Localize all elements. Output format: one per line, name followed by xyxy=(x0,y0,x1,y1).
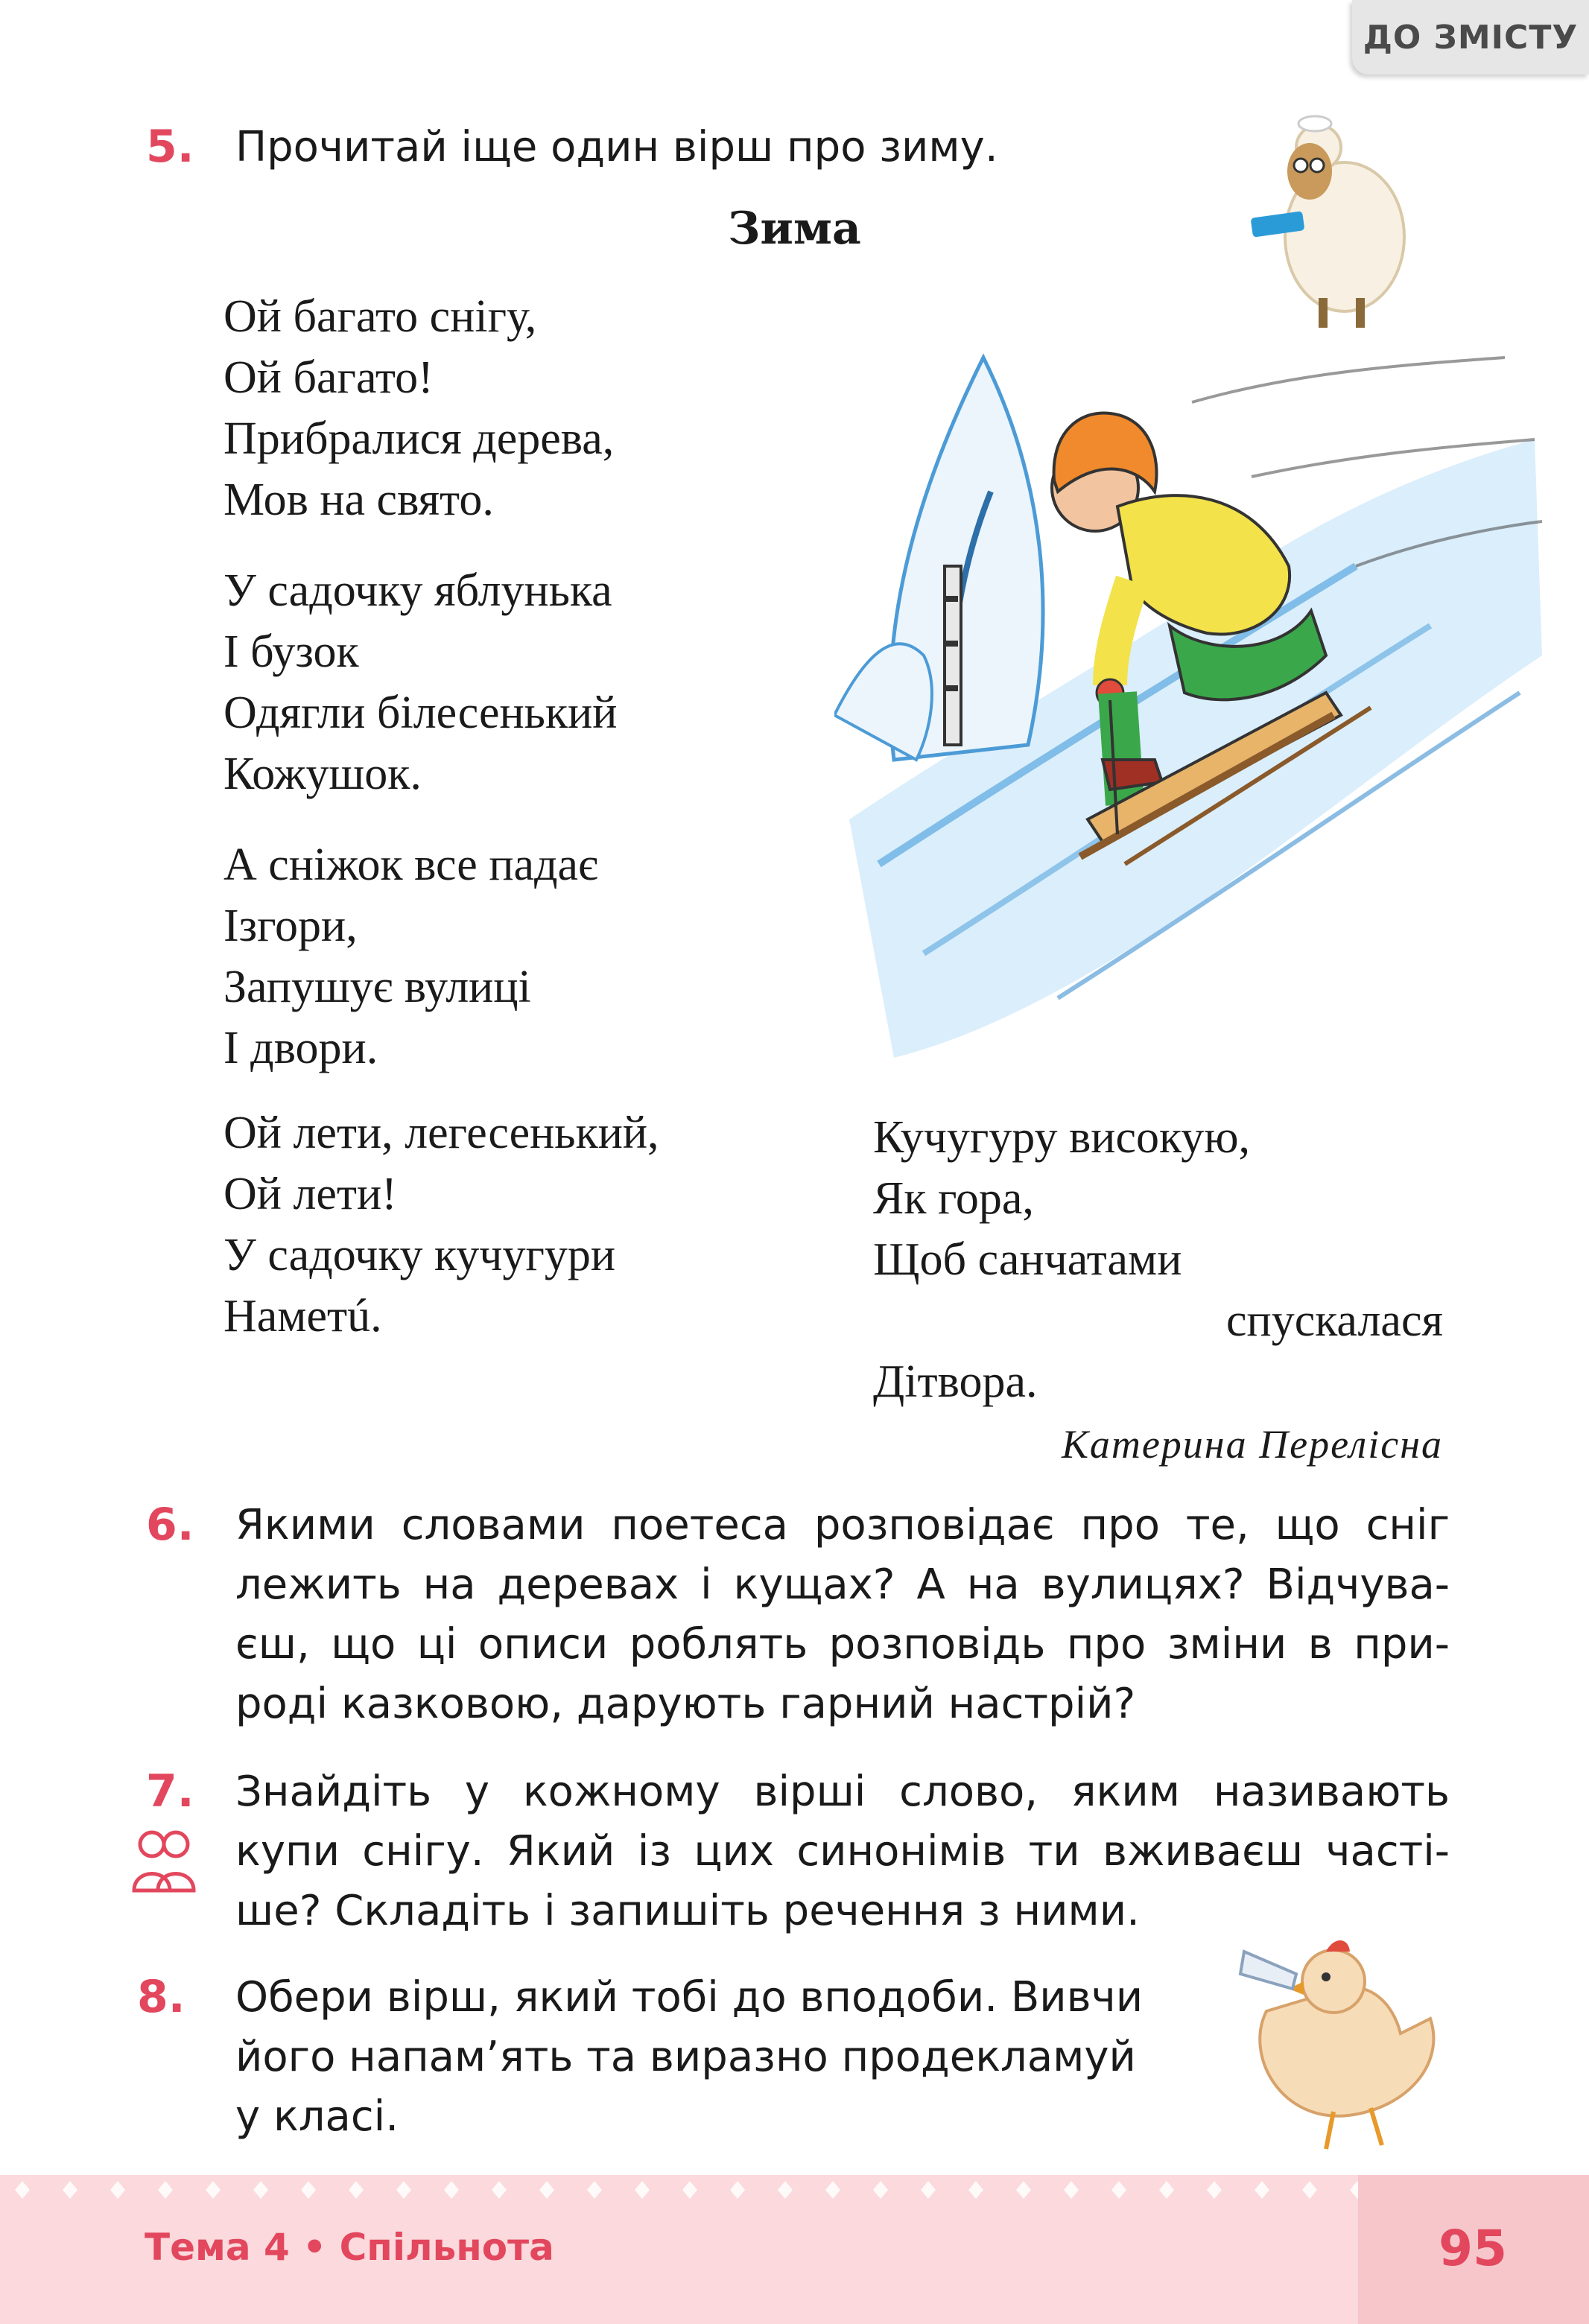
ornament-diamond xyxy=(730,2181,745,2199)
page-number: 95 xyxy=(1439,2220,1507,2277)
poem-line: Ой лети! xyxy=(223,1169,397,1219)
task-8-number: 8. xyxy=(137,1971,185,2023)
ornament-diamond xyxy=(1159,2181,1174,2199)
poem-line: Прибралися дерева, xyxy=(223,413,615,464)
task-line: його напам’ять та виразно продекламуй xyxy=(235,2033,1136,2081)
task-5-number: 5. xyxy=(146,121,194,173)
stanza-3 xyxy=(223,834,617,1079)
ornament-diamond xyxy=(1064,2181,1079,2199)
poem-line: А сніжок все падає xyxy=(223,839,598,890)
hen-with-megaphone-icon xyxy=(1222,1922,1460,2160)
poem-line: Ізгори, xyxy=(223,901,358,951)
poem-line: І бузок xyxy=(223,626,359,677)
ornament-diamond xyxy=(301,2181,316,2199)
task-7-text xyxy=(235,1762,1450,1941)
stanza-1 xyxy=(223,286,617,530)
poem-line: У садочку яблунька xyxy=(223,565,612,616)
ornament-diamond xyxy=(682,2181,697,2199)
pair-work-icon xyxy=(128,1823,200,1898)
task-line: єш, що ці описи роблять розповідь про зміни в при- xyxy=(235,1620,1450,1669)
ornament-diamond xyxy=(206,2181,221,2199)
ornament-diamond xyxy=(1255,2181,1269,2199)
task-line: у класі. xyxy=(235,2092,399,2141)
ornament-diamond xyxy=(921,2181,936,2199)
ornament-diamond xyxy=(110,2181,125,2199)
ornament-diamond xyxy=(158,2181,173,2199)
ornament-diamond xyxy=(968,2181,983,2199)
task-8-text xyxy=(235,1968,1143,2147)
poem-line: Щоб санчатами xyxy=(873,1234,1182,1285)
poem-line: Кожушок. xyxy=(223,749,422,799)
stanza-5 xyxy=(873,1107,1443,1412)
ornament-diamond xyxy=(253,2181,268,2199)
ornament-diamond xyxy=(63,2181,77,2199)
poem-line: Одягли білесенький xyxy=(223,688,618,738)
poem-line: Ой лети, легесенький, xyxy=(223,1108,659,1158)
poem-line: Як гора, xyxy=(873,1173,1034,1224)
ornament-diamond xyxy=(1016,2181,1031,2199)
task-line: купи снігу. Який із цих синонімів ти вживаєш часті- xyxy=(235,1827,1450,1876)
ornament-diamond xyxy=(349,2181,364,2199)
ornament-diamond xyxy=(492,2181,507,2199)
poem-title: Зима xyxy=(728,203,861,255)
poem-author: Катерина Перелісна xyxy=(1061,1422,1443,1467)
ornament-diamond xyxy=(539,2181,554,2199)
poem-line: Ой багато! xyxy=(223,352,434,403)
footer-ornament xyxy=(0,2175,1589,2205)
task-line: ше? Складіть і запишіть речення з ними. xyxy=(235,1887,1140,1935)
ornament-diamond xyxy=(778,2181,793,2199)
ornament-diamond xyxy=(635,2181,650,2199)
poem-line: Ой багато снігу, xyxy=(223,291,537,342)
poem-line: Кучугуру високую, xyxy=(873,1112,1251,1163)
poem-line: І двори. xyxy=(223,1023,378,1073)
ornament-diamond xyxy=(873,2181,888,2199)
ornament-diamond xyxy=(825,2181,840,2199)
ornament-diamond xyxy=(1111,2181,1126,2199)
task-line: Обери вірш, який тобі до вподоби. Вивчи xyxy=(235,1973,1144,2022)
poem-line: Запушує вулиці xyxy=(223,962,531,1012)
ornament-diamond xyxy=(1207,2181,1222,2199)
poem-line: Наметú. xyxy=(223,1291,382,1342)
boy-on-sled-illustration xyxy=(834,343,1557,1073)
table-of-contents-tab[interactable]: ДО ЗМІСТУ xyxy=(1352,0,1589,74)
task-line: Якими словами поетеса розповідає про те, що сніг xyxy=(235,1501,1450,1549)
poem-line: У садочку кучугури xyxy=(223,1230,616,1280)
poem-column-left xyxy=(223,286,617,1108)
task-7-number: 7. xyxy=(146,1765,194,1817)
topic-label: Тема 4 • Спільнота xyxy=(145,2226,554,2269)
task-6-number: 6. xyxy=(146,1499,194,1551)
task-line: Знайдіть у кожному вірші слово, яким називають xyxy=(235,1768,1450,1816)
ornament-diamond xyxy=(15,2181,30,2199)
ornament-diamond xyxy=(396,2181,411,2199)
poem-line: спускалася xyxy=(1226,1295,1443,1346)
stanza-2 xyxy=(223,560,617,804)
task-5-text: Прочитай іще один вірш про зиму. xyxy=(235,123,998,171)
poem-line: Дітвора. xyxy=(873,1356,1038,1407)
task-line: роді казковою, дарують гарний настрій? xyxy=(235,1680,1136,1728)
ornament-diamond xyxy=(587,2181,602,2199)
task-6-text xyxy=(235,1496,1450,1734)
poem-line: Мов на свято. xyxy=(223,474,494,525)
stanza-4 xyxy=(223,1102,659,1347)
ornament-diamond xyxy=(1302,2181,1317,2199)
ornament-diamond xyxy=(444,2181,459,2199)
task-line: лежить на деревах і кущах? А на вулицях? Відчува- xyxy=(235,1561,1450,1609)
